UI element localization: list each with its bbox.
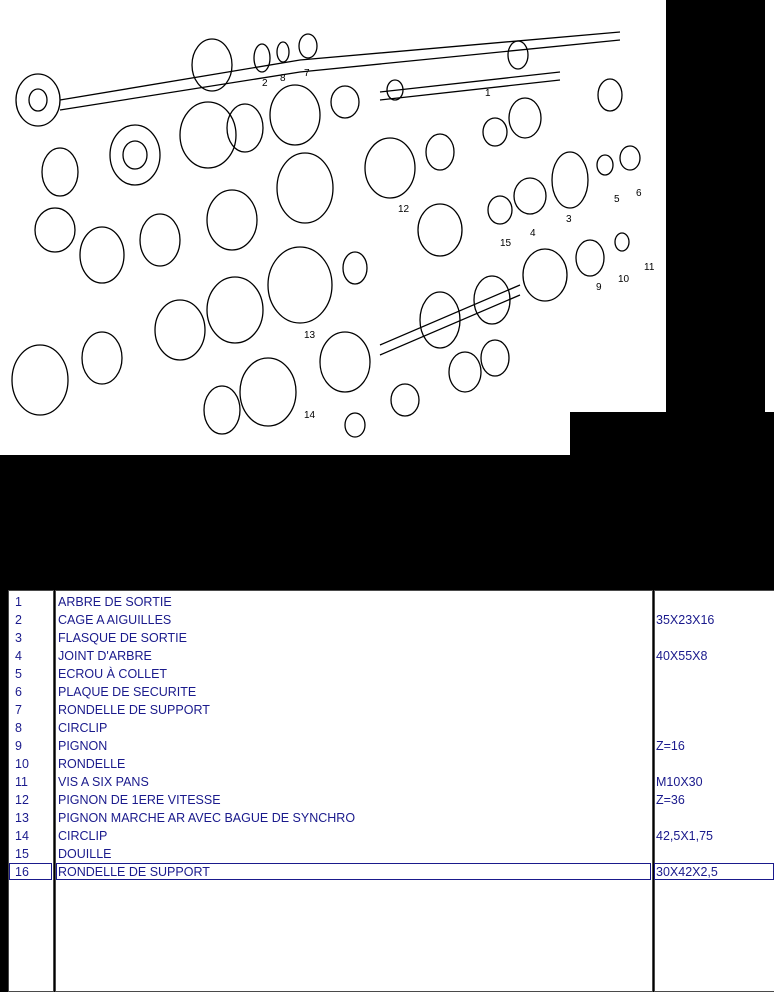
part-description: PIGNON MARCHE AR AVEC BAGUE DE SYNCHRO [58, 811, 356, 825]
part-description: ECROU À COLLET [58, 667, 168, 681]
part-description: PIGNON DE 1ERE VITESSE [58, 793, 221, 807]
part-number: 4 [15, 649, 22, 663]
callout-15: 15 [500, 238, 512, 249]
callout-9: 9 [596, 282, 602, 293]
callout-7: 7 [304, 68, 310, 79]
part-number: 11 [15, 775, 28, 789]
part-description: DOUILLE [58, 847, 112, 861]
part-description: CIRCLIP [58, 721, 108, 735]
table-row[interactable] [0, 791, 774, 809]
callout-4: 4 [530, 228, 536, 239]
part-description: ARBRE DE SORTIE [58, 595, 172, 609]
callout-11: 11 [644, 262, 655, 273]
part-number: 15 [15, 847, 29, 861]
callout-13: 13 [304, 330, 316, 341]
part-description: RONDELLE DE SUPPORT [58, 703, 210, 717]
part-description: JOINT D'ARBRE [58, 649, 152, 663]
part-number: 16 [15, 865, 29, 879]
part-number: 5 [15, 667, 22, 681]
part-reference: 35X23X16 [656, 613, 715, 627]
part-number: 9 [15, 739, 22, 753]
part-number: 14 [15, 829, 29, 843]
part-reference: 42,5X1,75 [656, 829, 713, 843]
part-reference: 40X55X8 [656, 649, 708, 663]
part-reference: M10X30 [656, 775, 703, 789]
table-row[interactable] [0, 665, 774, 683]
table-row[interactable] [0, 737, 774, 755]
part-description: RONDELLE DE SUPPORT [58, 865, 210, 879]
callout-2: 2 [262, 78, 268, 89]
part-description: VIS A SIX PANS [58, 775, 149, 789]
part-number: 1 [15, 595, 22, 609]
part-description: CIRCLIP [58, 829, 108, 843]
table-row[interactable] [0, 629, 774, 647]
part-reference: Z=16 [656, 739, 685, 753]
callout-12: 12 [398, 204, 410, 215]
part-number: 13 [15, 811, 29, 825]
callout-3: 3 [566, 214, 572, 225]
callout-8: 8 [280, 73, 286, 84]
table-row[interactable] [0, 701, 774, 719]
table-row[interactable] [0, 827, 774, 845]
part-reference: 30X42X2,5 [656, 865, 718, 879]
callout-1: 1 [485, 88, 491, 99]
table-row[interactable] [0, 755, 774, 773]
part-description: FLASQUE DE SORTIE [58, 631, 187, 645]
part-number: 3 [15, 631, 22, 645]
part-number: 6 [15, 685, 22, 699]
part-number: 7 [15, 703, 22, 717]
table-row[interactable] [0, 845, 774, 863]
callout-6: 6 [636, 188, 642, 199]
part-number: 10 [15, 757, 29, 771]
part-reference: Z=36 [656, 793, 685, 807]
table-row[interactable] [0, 647, 774, 665]
table-row[interactable] [0, 719, 774, 737]
part-description: PIGNON [58, 739, 108, 753]
part-description: PLAQUE DE SECURITE [58, 685, 197, 699]
callout-14: 14 [304, 410, 316, 421]
table-row[interactable] [0, 593, 774, 611]
part-description: RONDELLE [58, 757, 126, 771]
callout-5: 5 [614, 194, 620, 205]
part-number: 8 [15, 721, 22, 735]
part-number: 2 [15, 613, 22, 627]
part-description: CAGE A AIGUILLES [58, 613, 172, 627]
table-row[interactable] [0, 683, 774, 701]
part-number: 12 [15, 793, 29, 807]
table-row[interactable] [0, 611, 774, 629]
table-row[interactable] [0, 863, 774, 881]
callout-10: 10 [618, 274, 630, 285]
table-row[interactable] [0, 809, 774, 827]
table-row[interactable] [0, 773, 774, 791]
